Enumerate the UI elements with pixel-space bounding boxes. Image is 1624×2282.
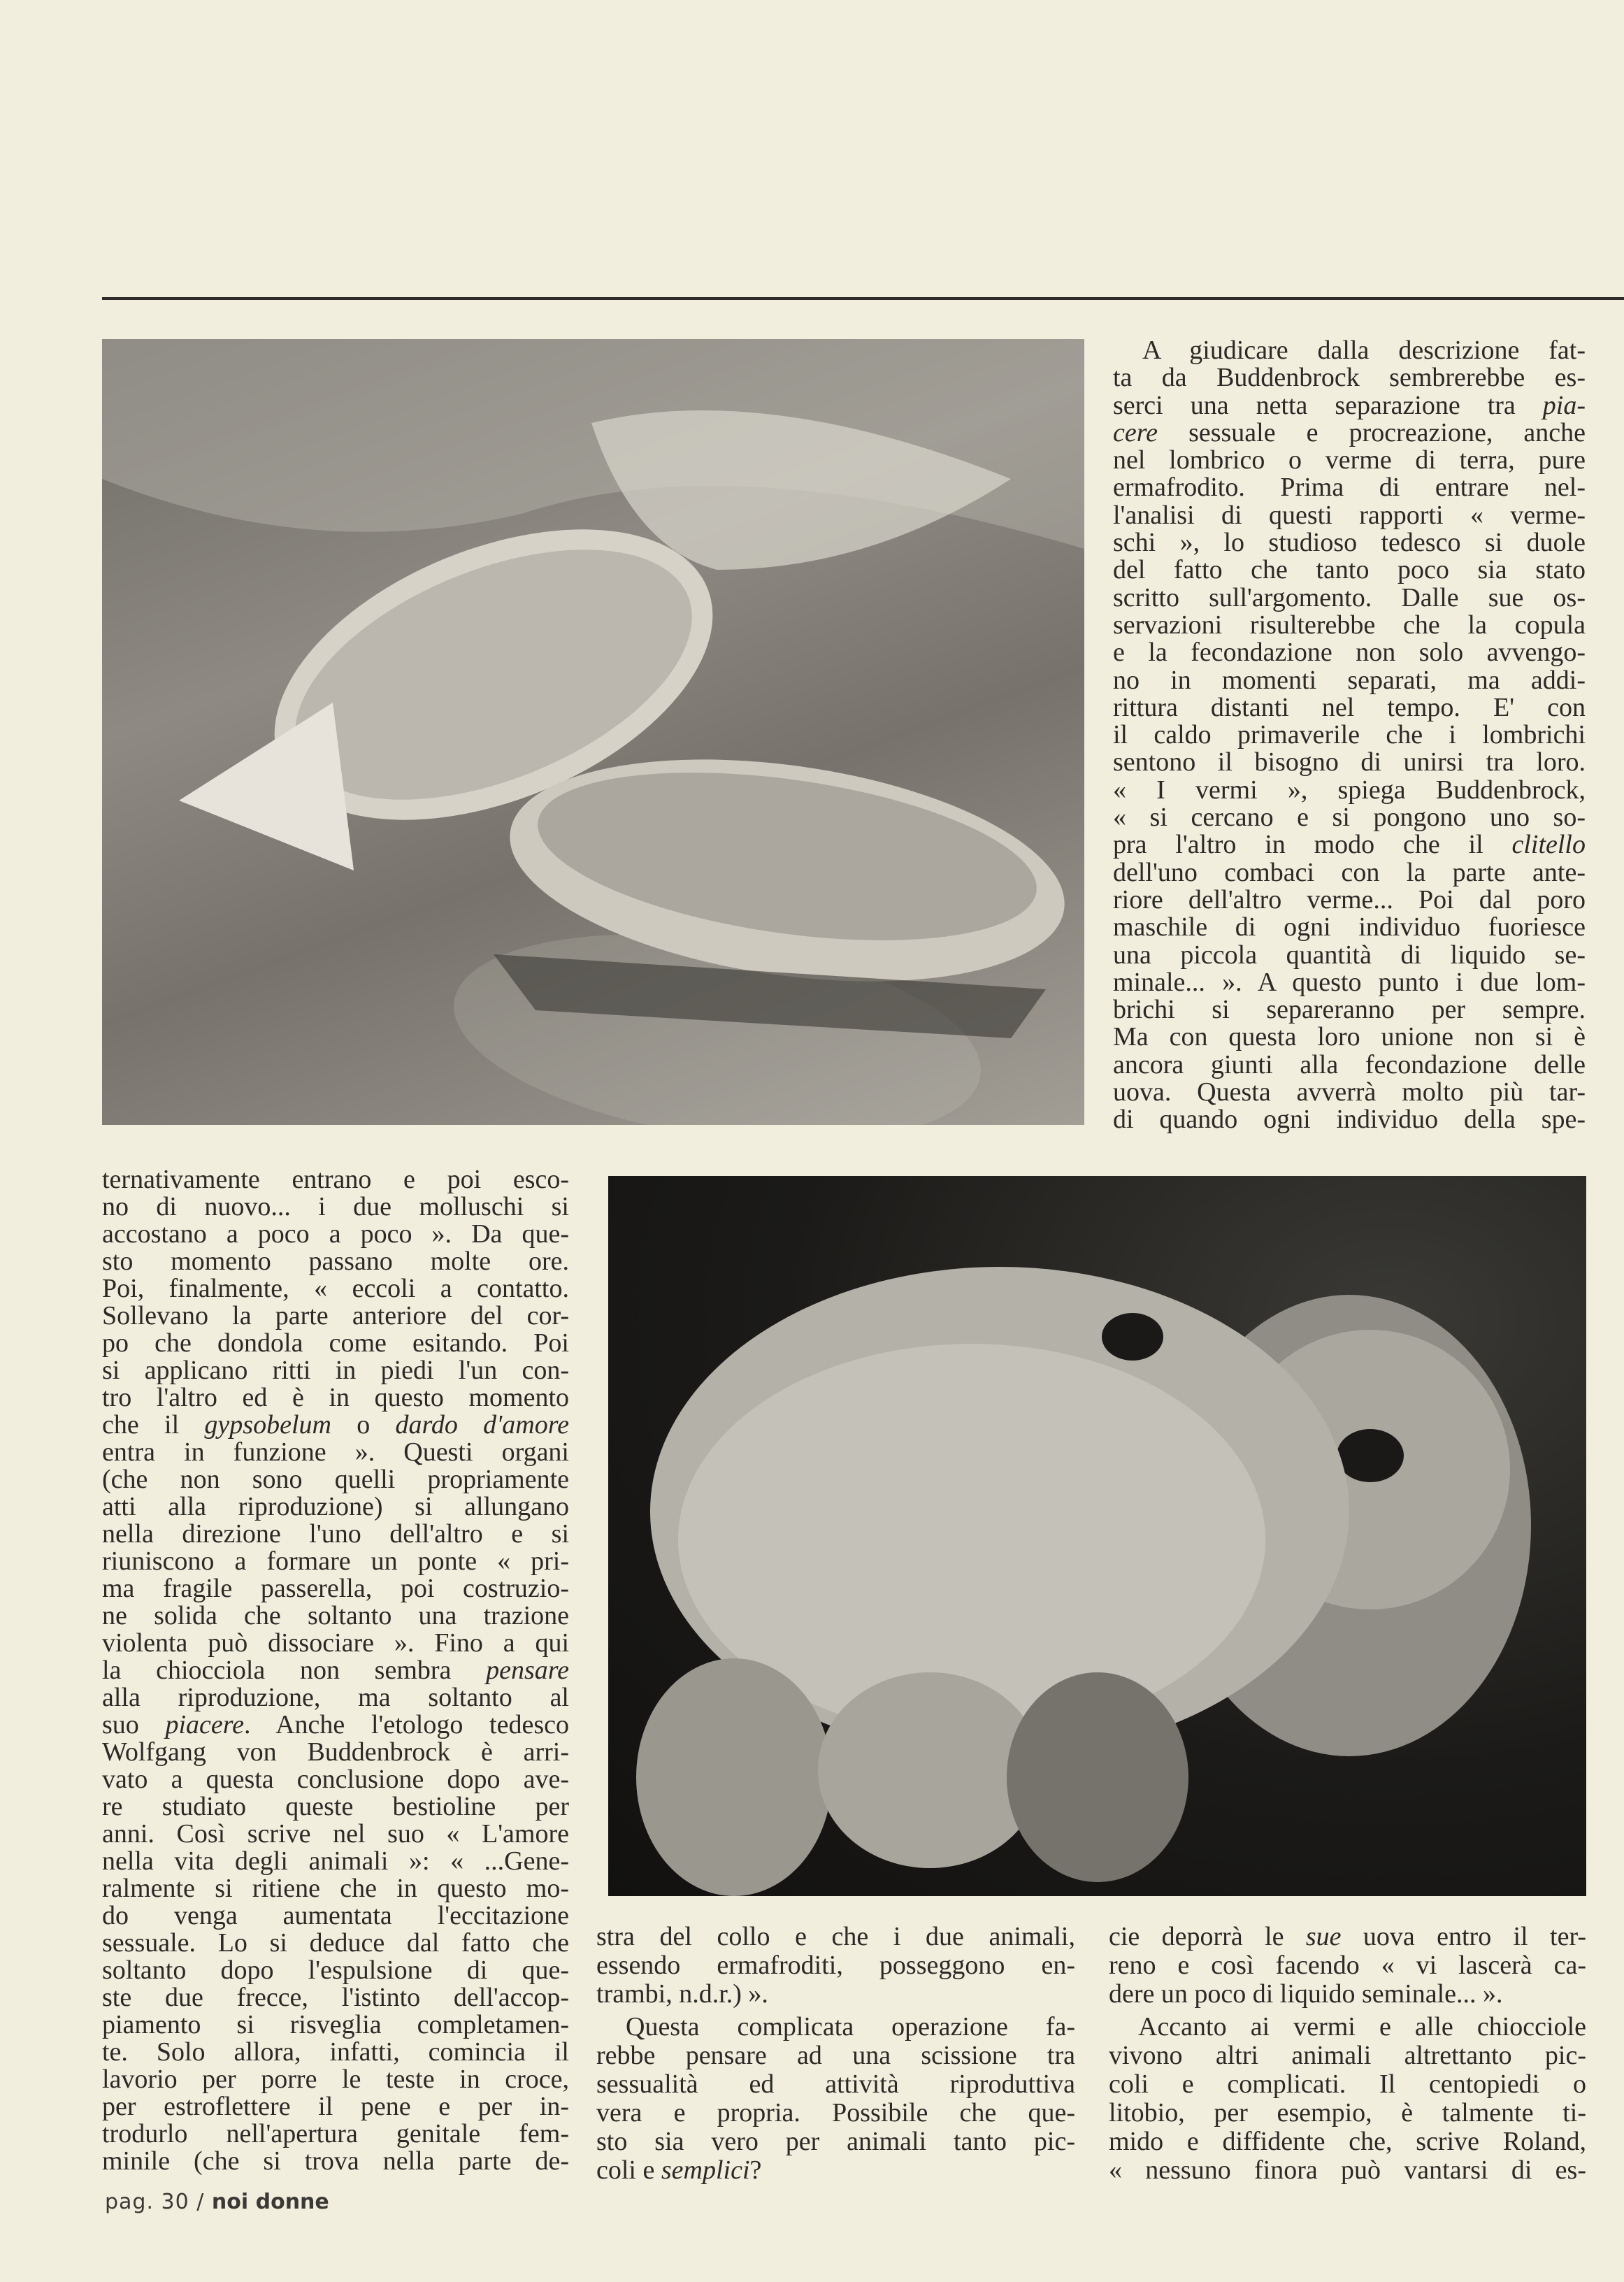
text-line: Questa complicata operazione fa-: [626, 2012, 1075, 2041]
text-line: [102, 1657, 569, 1684]
text-line: no in momenti separati, ma addi-: [1113, 665, 1586, 695]
text-line: lavorio per porre le teste in croce,: [102, 2065, 569, 2094]
text-line: coli e complicati. Il centopiedi o: [1109, 2069, 1586, 2099]
text-line: riore dell'altro verme... Poi dal poro: [1113, 884, 1586, 914]
article-column-right-top: [1113, 337, 1586, 1134]
text-line: soltanto dopo l'espulsione di que-: [102, 1956, 569, 1985]
text-line: no di nuovo... i due molluschi si: [102, 1192, 569, 1221]
text-line: Sollevano la parte anteriore del cor-: [102, 1301, 569, 1330]
text-line: trodurlo nell'apertura genitale fem-: [102, 2119, 569, 2148]
text-run: o: [331, 1410, 396, 1440]
text-line: nella vita degli animali »: « ...Gene-: [102, 1846, 569, 1876]
text-run: serci una netta separazione tra: [1113, 390, 1543, 420]
text-line: rittura distanti nel tempo. E' con: [1113, 692, 1586, 722]
text-line: ternativamente entrano e poi esco-: [102, 1165, 569, 1194]
article-column-right-bottom: [1109, 1923, 1586, 2185]
text-line: sentono il bisogno di unirsi tra loro.: [1113, 747, 1586, 777]
text-line: rebbe pensare ad una scissione tra: [596, 2041, 1075, 2070]
text-line: « nessuno finora può vantarsi di es-: [1109, 2155, 1586, 2185]
italic-term: cere: [1113, 417, 1158, 447]
italic-term: dardo d'amore: [395, 1410, 569, 1440]
text-line: nel lombrico o verme di terra, pure: [1113, 445, 1586, 475]
text-line: « I vermi », spiega Buddenbrock,: [1113, 775, 1586, 805]
text-line: te. Solo allora, infatti, comincia il: [102, 2037, 569, 2067]
text-line: una piccola quantità di liquido se-: [1113, 940, 1586, 970]
italic-term: pia-: [1542, 390, 1586, 420]
page-footer: [105, 2190, 329, 2215]
text-line: violenta può dissociare ». Fino a qui: [102, 1628, 569, 1658]
text-line: piamento si risveglia completamen-: [102, 2010, 569, 2039]
paragraph: [596, 1923, 1075, 2009]
text-line: brichi si separeranno per sempre.: [1113, 995, 1586, 1025]
text-line: del fatto che tanto poco sia stato: [1113, 555, 1586, 585]
text-line: di quando ogni individuo della spe-: [1113, 1105, 1586, 1135]
text-line: scritto sull'argomento. Dalle sue os-: [1113, 582, 1586, 612]
text-line: do venga aumentata l'eccitazione: [102, 1901, 569, 1930]
text-line: ancora giunti alla fecondazione delle: [1113, 1049, 1586, 1079]
text-line: essendo ermafroditi, posseggono en-: [596, 1951, 1075, 1980]
text-run: cie deporrà le: [1109, 1922, 1306, 1951]
magazine-name: noi donne: [211, 2190, 329, 2214]
text-line: [1109, 1923, 1586, 1951]
paragraph: [1113, 337, 1586, 1134]
beetles-illustration: [102, 339, 1084, 1125]
text-line: uova. Questa avverrà molto più tar-: [1113, 1077, 1586, 1107]
italic-term: clitello: [1511, 830, 1586, 860]
photo-beetles: [102, 339, 1084, 1125]
text-line: entra in funzione ». Questi organi: [102, 1437, 569, 1467]
text-line: Poi, finalmente, « eccoli a contatto.: [102, 1274, 569, 1303]
text-line: nella direzione l'uno dell'altro e si: [102, 1519, 569, 1549]
text-line: riuniscono a formare un ponte « pri-: [102, 1547, 569, 1576]
text-line: il caldo primaverile che i lombrichi: [1113, 720, 1586, 750]
text-line: mido e diffidente che, scrive Roland,: [1109, 2127, 1586, 2156]
italic-term: semplici: [661, 2155, 750, 2185]
text-run: sessuale e procreazione, anche: [1157, 417, 1586, 447]
text-line: po che dondola come esitando. Poi: [102, 1328, 569, 1358]
text-line: vivono altri animali altrettanto pic-: [1109, 2041, 1586, 2070]
text-line: trambi, n.d.r.) ».: [596, 1979, 768, 2009]
text-line: [1113, 392, 1586, 419]
article-column-middle: [596, 1923, 1075, 2185]
text-line: ste due frecce, l'istinto dell'accop-: [102, 1983, 569, 2012]
paragraph: [102, 1166, 569, 2175]
text-line: litobio, per esempio, è talmente ti-: [1109, 2098, 1586, 2127]
text-run: ?: [749, 2155, 762, 2185]
text-line: sessuale. Lo si deduce dal fatto che: [102, 1928, 569, 1958]
text-line: vato a questa conclusione dopo ave-: [102, 1765, 569, 1794]
text-run: coli e: [596, 2155, 661, 2185]
text-line: atti alla riproduzione) si allungano: [102, 1492, 569, 1521]
article-column-left: [102, 1166, 569, 2175]
text-line: sto sia vero per animali tanto pic-: [596, 2127, 1075, 2156]
text-line: sessualità ed attività riproduttiva: [596, 2069, 1075, 2099]
text-line: reno e così facendo « vi lascerà ca-: [1109, 1951, 1586, 1980]
text-line: accostano a poco a poco ». Da que-: [102, 1219, 569, 1249]
italic-term: pensare: [486, 1656, 569, 1685]
text-line: « si cercano e si pongono uno so-: [1113, 803, 1586, 833]
text-line: alla riproduzione, ma soltanto al: [102, 1683, 569, 1712]
text-line: ma fragile passerella, poi costruzio-: [102, 1574, 569, 1603]
text-line: [596, 2156, 1075, 2185]
text-line: re studiato queste bestioline per: [102, 1792, 569, 1821]
text-line: ermafrodito. Prima di entrare nel-: [1113, 473, 1586, 503]
text-line: Accanto ai vermi e alle chiocciole: [1138, 2012, 1586, 2041]
text-line: ta da Buddenbrock sembrerebbe es-: [1113, 363, 1586, 393]
header-rule: [102, 297, 1624, 300]
page-number: pag. 30: [105, 2190, 189, 2214]
frogs-illustration: [608, 1176, 1586, 1896]
footer-separator: /: [196, 2190, 205, 2214]
paragraph: [596, 2013, 1075, 2185]
text-line: stra del collo e che i due animali,: [596, 1922, 1075, 1951]
text-line: ralmente si ritiene che in questo mo-: [102, 1874, 569, 1903]
text-line: e la fecondazione non solo avvengo-: [1113, 638, 1586, 668]
text-line: sto momento passano molte ore.: [102, 1247, 569, 1276]
text-line: [1113, 831, 1586, 859]
text-line: tro l'altro ed è in questo momento: [102, 1383, 569, 1412]
text-line: schi », lo studioso tedesco si duole: [1113, 528, 1586, 558]
text-line: [102, 1712, 569, 1739]
text-line: minile (che si trova nella parte de-: [102, 2146, 569, 2176]
text-line: Ma con questa loro unione non si è: [1113, 1022, 1586, 1052]
text-line: anni. Così scrive nel suo « L'amore: [102, 1819, 569, 1849]
text-line: A giudicare dalla descrizione fat-: [1142, 336, 1586, 365]
text-run: uova entro il ter-: [1341, 1922, 1587, 1951]
text-run: . Anche l'etologo tedesco: [244, 1710, 569, 1739]
italic-term: gypsobelum: [204, 1410, 331, 1440]
text-run: che il: [102, 1410, 205, 1440]
text-line: si applicano ritti in piedi l'un con-: [102, 1356, 569, 1385]
text-line: ne solida che soltanto una trazione: [102, 1601, 569, 1630]
text-line: Wolfgang von Buddenbrock è arri-: [102, 1737, 569, 1767]
italic-term: piacere: [165, 1710, 245, 1739]
text-line: servazioni risulterebbe che la copula: [1113, 610, 1586, 640]
paragraph: [1109, 2013, 1586, 2185]
text-line: vera e propria. Possibile che que-: [596, 2098, 1075, 2127]
text-run: pra l'altro in modo che il: [1113, 830, 1512, 860]
text-line: per estroflettere il pene e per in-: [102, 2092, 569, 2121]
text-line: dere un poco di liquido seminale... ».: [1109, 1979, 1503, 2009]
text-run: la chiocciola non sembra: [102, 1656, 487, 1685]
text-line: maschile di ogni individuo fuoriesce: [1113, 912, 1586, 942]
text-run: suo: [102, 1710, 166, 1739]
text-line: l'analisi di questi rapporti « verme-: [1113, 500, 1586, 530]
italic-term: sue: [1305, 1922, 1342, 1951]
paragraph: [1109, 1923, 1586, 2009]
text-line: (che non sono quelli propriamente: [102, 1465, 569, 1494]
text-line: minale... ». A questo punto i due lom-: [1113, 967, 1586, 997]
text-line: [102, 1412, 569, 1439]
text-line: [1113, 419, 1586, 447]
photo-frogs: [608, 1176, 1586, 1896]
text-line: dell'uno combaci con la parte ante-: [1113, 857, 1586, 887]
